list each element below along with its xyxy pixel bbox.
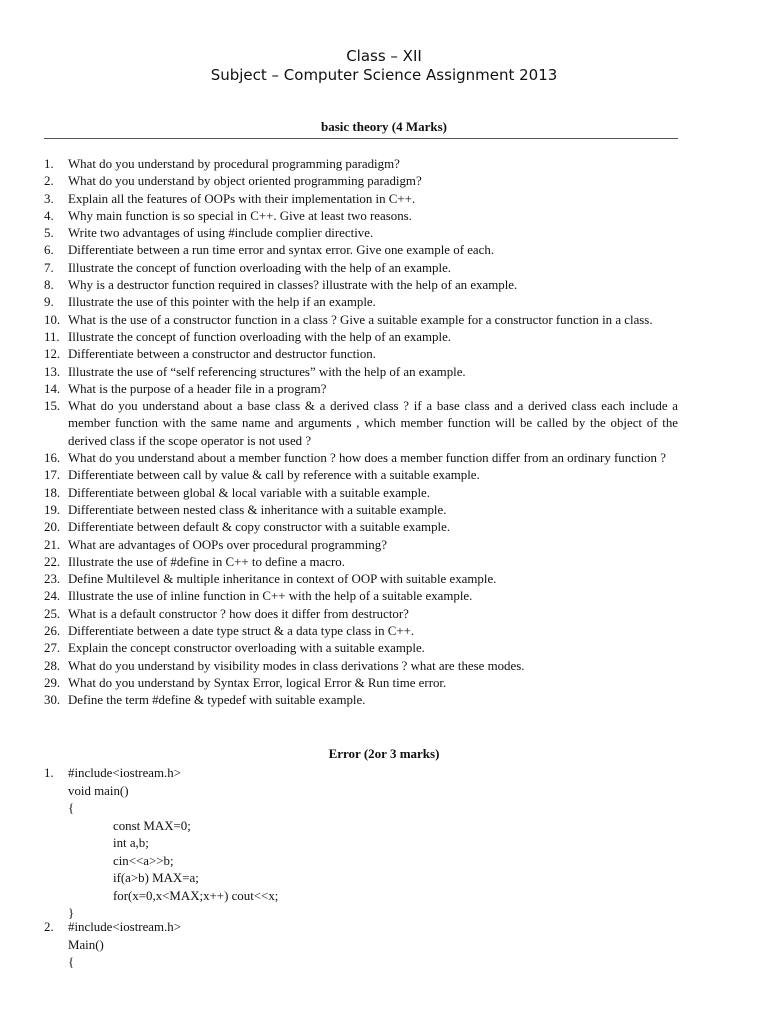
- question-text: Differentiate between a run time error and syntax error. Give one example of each.: [68, 243, 495, 258]
- error-program-2: [44, 919, 678, 972]
- question-number: 30.: [44, 693, 61, 708]
- question-text: Explain all the features of OOPs with their implementation in C++.: [68, 191, 416, 206]
- code-line: {: [68, 955, 75, 969]
- list-item: [44, 225, 678, 242]
- question-number: 4.: [44, 208, 54, 223]
- question-number: 3.: [44, 191, 54, 206]
- list-item: [44, 450, 678, 467]
- question-number: 10.: [44, 312, 61, 327]
- code-line: cin<<a>>b;: [113, 853, 174, 868]
- list-item: [44, 571, 678, 588]
- question-number: 19.: [44, 502, 61, 517]
- class-title: Class – XII: [346, 47, 422, 65]
- question-number: 11.: [44, 329, 60, 344]
- question-text: Differentiate between global & local variable with a suitable example.: [68, 485, 430, 500]
- question-text: What is a default constructor ? how does it differ from destructor?: [68, 606, 409, 621]
- list-item: [44, 554, 678, 571]
- list-item: [44, 173, 678, 190]
- question-text: Illustrate the use of “self referencing structures” with the help of an example.: [68, 364, 466, 379]
- list-item: [44, 294, 678, 311]
- list-item: [44, 398, 678, 450]
- question-number: 20.: [44, 520, 61, 535]
- question-text: Differentiate between nested class & inheritance with a suitable example.: [68, 502, 447, 517]
- list-item: [44, 623, 678, 640]
- code-line: #include<iostream.h>: [68, 920, 181, 934]
- program-number: 2.: [44, 920, 54, 934]
- code-line: Main(): [68, 937, 104, 952]
- list-item: [44, 191, 678, 208]
- list-item: [44, 606, 678, 623]
- question-number: 1.: [44, 157, 54, 171]
- list-item: [44, 208, 678, 225]
- list-item: [44, 692, 678, 709]
- question-text: Illustrate the use of inline function in C++ with the help of a suitable example.: [68, 589, 473, 604]
- question-number: 7.: [44, 260, 54, 275]
- list-item: [44, 658, 678, 675]
- question-list: [44, 156, 678, 710]
- question-text: Differentiate between call by value & call by reference with a suitable example.: [68, 468, 480, 483]
- question-text: What is the use of a constructor function in a class ? Give a suitable example for a constructor function in a class.: [68, 312, 653, 327]
- question-number: 24.: [44, 589, 61, 604]
- question-number: 2.: [44, 174, 54, 189]
- question-number: 21.: [44, 537, 61, 552]
- question-text: What do you understand about a member function ? how does a member function differ from an ordinary function ?: [68, 451, 666, 466]
- question-number: 16.: [44, 451, 61, 466]
- list-item: [44, 537, 678, 554]
- list-item: [44, 467, 678, 484]
- code-line: }: [68, 906, 75, 920]
- question-text: Define Multilevel & multiple inheritance in context of OOP with suitable example.: [68, 572, 497, 587]
- question-number: 15.: [44, 399, 61, 414]
- question-number: 18.: [44, 485, 61, 500]
- question-number: 13.: [44, 364, 61, 379]
- question-number: 29.: [44, 675, 61, 690]
- question-number: 22.: [44, 554, 61, 569]
- question-text: What is the purpose of a header file in a program?: [68, 381, 327, 396]
- code-line: #include<iostream.h>: [68, 766, 181, 780]
- list-item: [44, 277, 678, 294]
- section-heading-error: Error (2or 3 marks): [328, 746, 440, 761]
- list-item: [44, 242, 678, 259]
- question-text: Illustrate the use of #define in C++ to define a macro.: [68, 554, 345, 569]
- list-item: [44, 260, 678, 277]
- list-item: [44, 364, 678, 381]
- section-heading-basic-theory: basic theory (4 Marks): [320, 119, 447, 134]
- question-number: 12.: [44, 347, 61, 362]
- list-item: [44, 502, 678, 519]
- question-text: Differentiate between default & copy constructor with a suitable example.: [68, 520, 451, 535]
- error-program-1: [44, 765, 678, 923]
- question-text: What do you understand by Syntax Error, logical Error & Run time error.: [68, 675, 447, 690]
- code-line: for(x=0,x<MAX;x++) cout<<x;: [113, 888, 279, 903]
- code-line: void main(): [68, 783, 129, 798]
- heading-divider: [44, 138, 678, 139]
- question-text: What do you understand by procedural programming paradigm?: [68, 157, 400, 171]
- list-item: [44, 312, 678, 329]
- question-text: What are advantages of OOPs over procedural programming?: [68, 537, 387, 552]
- list-item: [44, 346, 678, 363]
- question-text: Write two advantages of using #include complier directive.: [68, 226, 374, 241]
- question-text: Why is a destructor function required in classes? illustrate with the help of an example.: [68, 278, 518, 293]
- question-number: 17.: [44, 468, 61, 483]
- question-number: 26.: [44, 624, 61, 639]
- question-text: Illustrate the use of this pointer with the help if an example.: [68, 295, 376, 310]
- question-number: 25.: [44, 606, 61, 621]
- code-line: {: [68, 801, 75, 815]
- question-text: Differentiate between a date type struct & a data type class in C++.: [68, 624, 415, 639]
- question-number: 9.: [44, 295, 54, 310]
- question-text: Why main function is so special in C++. Give at least two reasons.: [68, 208, 412, 223]
- list-item: [44, 329, 678, 346]
- question-text: What do you understand by object oriented programming paradigm?: [68, 174, 422, 189]
- list-item: [44, 381, 678, 398]
- question-number: 28.: [44, 658, 61, 673]
- question-text: Define the term #define & typedef with suitable example.: [68, 693, 366, 708]
- list-item: [44, 485, 678, 502]
- list-item: [44, 588, 678, 605]
- question-text: Explain the concept constructor overloading with a suitable example.: [68, 641, 425, 656]
- code-line: if(a>b) MAX=a;: [113, 871, 199, 885]
- list-item: [44, 519, 678, 536]
- code-line: const MAX=0;: [113, 818, 191, 833]
- program-number: 1.: [44, 766, 54, 780]
- question-text: What do you understand about a base class & a derived class ? if a base class and a derived class each include a member function with the same name and arguments , which member function will be called by the object of the derived class if the scope operator is not used ?: [68, 399, 678, 448]
- question-number: 6.: [44, 243, 54, 258]
- list-item: [44, 640, 678, 657]
- question-number: 14.: [44, 381, 61, 396]
- question-number: 23.: [44, 572, 61, 587]
- subject-title: Subject – Computer Science Assignment 2013: [210, 66, 558, 84]
- question-text: Illustrate the concept of function overloading with the help of an example.: [68, 329, 452, 344]
- question-text: What do you understand by visibility modes in class derivations ? what are these modes.: [68, 658, 525, 673]
- question-number: 5.: [44, 226, 54, 241]
- code-line: int a,b;: [113, 836, 149, 850]
- question-number: 8.: [44, 278, 54, 293]
- list-item: [44, 156, 678, 173]
- list-item: [44, 675, 678, 692]
- question-text: Illustrate the concept of function overloading with the help of an example.: [68, 260, 452, 275]
- question-text: Differentiate between a constructor and destructor function.: [68, 347, 376, 362]
- question-number: 27.: [44, 641, 61, 656]
